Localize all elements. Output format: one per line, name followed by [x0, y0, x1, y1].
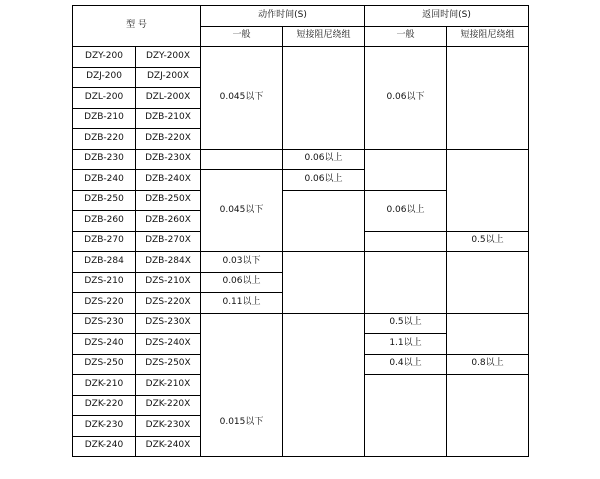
cell-model-x: DZK-220X	[136, 395, 201, 416]
cell-operate-general	[201, 149, 283, 170]
table-row	[73, 149, 529, 170]
cell-model-x: DZB-220X	[136, 129, 201, 150]
cell-model: DZB-230	[73, 149, 136, 170]
cell-model-x: DZK-230X	[136, 416, 201, 437]
header-operate-shorted-damping: 短接阻尼绕组	[283, 26, 365, 47]
cell-operate-shorted	[283, 313, 365, 457]
cell-model: DZB-250	[73, 190, 136, 211]
cell-return-general: 0.5以上	[365, 313, 447, 334]
cell-model-x: DZK-240X	[136, 436, 201, 457]
cell-model: DZB-284	[73, 252, 136, 273]
cell-model: DZB-240	[73, 170, 136, 191]
cell-model: DZK-230	[73, 416, 136, 437]
cell-model: DZB-220	[73, 129, 136, 150]
cell-model: DZB-260	[73, 211, 136, 232]
cell-model: DZB-270	[73, 231, 136, 252]
cell-return-shorted	[447, 375, 529, 457]
cell-return-general: 0.4以上	[365, 354, 447, 375]
cell-return-general	[365, 252, 447, 314]
cell-operate-general: 0.06以上	[201, 272, 283, 293]
cell-operate-shorted	[283, 190, 365, 252]
cell-model-x: DZS-210X	[136, 272, 201, 293]
table-header-row-group	[73, 6, 529, 27]
cell-model-x: DZL-200X	[136, 88, 201, 109]
table-row	[73, 313, 529, 334]
cell-model: DZS-220	[73, 293, 136, 314]
cell-operate-general: 0.11以上	[201, 293, 283, 314]
cell-return-shorted: 0.5以上	[447, 231, 529, 252]
cell-model: DZS-250	[73, 354, 136, 375]
cell-operate-shorted: 0.06以上	[283, 149, 365, 170]
header-return-general: 一般	[365, 26, 447, 47]
table-row	[73, 47, 529, 68]
cell-return-shorted	[447, 313, 529, 354]
cell-model: DZB-210	[73, 108, 136, 129]
specification-table	[72, 5, 529, 457]
cell-return-general: 1.1以上	[365, 334, 447, 355]
header-operate-time: 动作时间(S)	[201, 6, 365, 27]
cell-model: DZS-240	[73, 334, 136, 355]
cell-operate-general-blank: 0.015以下	[201, 313, 283, 457]
cell-operate-shorted	[283, 47, 365, 150]
cell-return-general: 0.06以下	[365, 47, 447, 150]
cell-return-shorted: 0.8以上	[447, 354, 529, 375]
table-row	[73, 252, 529, 273]
cell-model: DZK-220	[73, 395, 136, 416]
table-body	[73, 47, 529, 457]
cell-model: DZS-210	[73, 272, 136, 293]
cell-operate-shorted	[283, 252, 365, 314]
cell-return-shorted	[447, 149, 529, 231]
cell-model-x: DZS-230X	[136, 313, 201, 334]
cell-model-x: DZB-260X	[136, 211, 201, 232]
cell-model-x: DZS-240X	[136, 334, 201, 355]
table-header	[73, 6, 529, 47]
cell-operate-shorted: 0.06以上	[283, 170, 365, 191]
cell-model-x: DZB-230X	[136, 149, 201, 170]
cell-model-x: DZB-240X	[136, 170, 201, 191]
cell-model-x: DZB-250X	[136, 190, 201, 211]
cell-return-general	[365, 375, 447, 457]
header-model: 型 号	[73, 6, 201, 47]
header-operate-general: 一般	[201, 26, 283, 47]
cell-model-x: DZS-250X	[136, 354, 201, 375]
cell-return-shorted	[447, 47, 529, 150]
cell-model: DZJ-200	[73, 67, 136, 88]
cell-model: DZL-200	[73, 88, 136, 109]
cell-model-x: DZJ-200X	[136, 67, 201, 88]
cell-model: DZK-240	[73, 436, 136, 457]
cell-model: DZY-200	[73, 47, 136, 68]
cell-return-general: 0.06以上	[365, 190, 447, 231]
cell-model-x: DZS-220X	[136, 293, 201, 314]
cell-model-x: DZK-210X	[136, 375, 201, 396]
cell-model: DZK-210	[73, 375, 136, 396]
cell-return-general	[365, 149, 447, 190]
cell-operate-general: 0.03以下	[201, 252, 283, 273]
cell-operate-general: 0.045以下	[201, 47, 283, 150]
cell-operate-general: 0.045以下	[201, 170, 283, 252]
header-return-time: 返回时间(S)	[365, 6, 529, 27]
header-return-shorted-damping: 短接阻尼绕组	[447, 26, 529, 47]
cell-model-x: DZB-210X	[136, 108, 201, 129]
cell-model-x: DZY-200X	[136, 47, 201, 68]
cell-model-x: DZB-270X	[136, 231, 201, 252]
cell-return-shorted	[447, 252, 529, 314]
cell-model: DZS-230	[73, 313, 136, 334]
cell-model-x: DZB-284X	[136, 252, 201, 273]
cell-return-general	[365, 231, 447, 252]
